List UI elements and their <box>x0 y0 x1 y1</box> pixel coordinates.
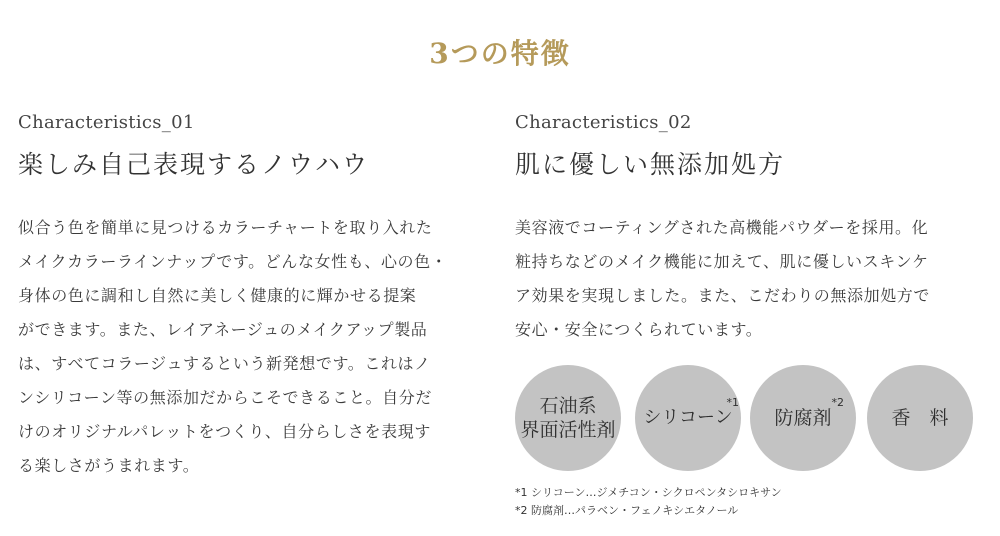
badge-preservative <box>750 365 856 471</box>
footnote-mark: *1 <box>726 396 739 409</box>
body-line: 粧持ちなどのメイク機能に加えて、肌に優しいスキンケ <box>515 252 929 271</box>
body-line: メイクカラーラインナップです。どんな女性も、心の色・ <box>18 252 448 271</box>
badge-label: 石油系 <box>539 395 597 417</box>
section-title: 3つの特徴 <box>429 37 571 70</box>
body-line: 似合う色を簡単に見つけるカラーチャートを取り入れた <box>18 218 433 237</box>
badge-label: シリコーン <box>643 407 733 428</box>
body-line: ができます。また、レイアネージュのメイクアップ製品 <box>18 320 428 339</box>
body-line: は、すべてコラージュするという新発想です。これはノ <box>18 354 431 373</box>
additive-free-badges <box>515 365 985 475</box>
footnote: *2 防腐剤…パラベン・フェノキシエタノール <box>515 504 739 517</box>
badge-silicone <box>635 365 741 471</box>
badge-label: 防腐剤 <box>774 407 832 429</box>
characteristic-heading: 楽しみ自己表現するノウハウ <box>18 150 370 179</box>
body-line: けのオリジナルパレットをつくり、自分らしさを表現す <box>18 422 431 441</box>
characteristic-label: Characteristics_01 <box>18 112 195 133</box>
footnote-mark: *2 <box>831 396 844 409</box>
body-line: ア効果を実現しました。また、こだわりの無添加処方で <box>515 286 931 305</box>
body-line: 身体の色に調和し自然に美しく健康的に輝かせる提案 <box>18 286 417 305</box>
footnotes <box>515 484 782 520</box>
badge-label: 香 料 <box>891 407 949 429</box>
characteristic-body <box>515 211 977 347</box>
characteristic-body <box>18 211 480 483</box>
characteristic-01 <box>18 112 480 483</box>
footnote: *1 シリコーン…ジメチコン・シクロペンタシロキサン <box>515 486 782 499</box>
characteristic-label: Characteristics_02 <box>515 112 692 133</box>
body-line: 安心・安全につくられています。 <box>515 320 763 339</box>
body-line: ンシリコーン等の無添加だからこそできること。自分だ <box>18 388 432 407</box>
characteristic-02 <box>515 112 977 347</box>
badge-petroleum-surfactant <box>515 365 621 471</box>
body-line: 美容液でコーティングされた高機能パウダーを採用。化 <box>515 218 929 237</box>
characteristic-heading: 肌に優しい無添加処方 <box>515 150 786 179</box>
body-line: る楽しさがうまれます。 <box>18 456 200 475</box>
badge-fragrance <box>867 365 973 471</box>
badge-label: 界面活性剤 <box>520 419 616 441</box>
